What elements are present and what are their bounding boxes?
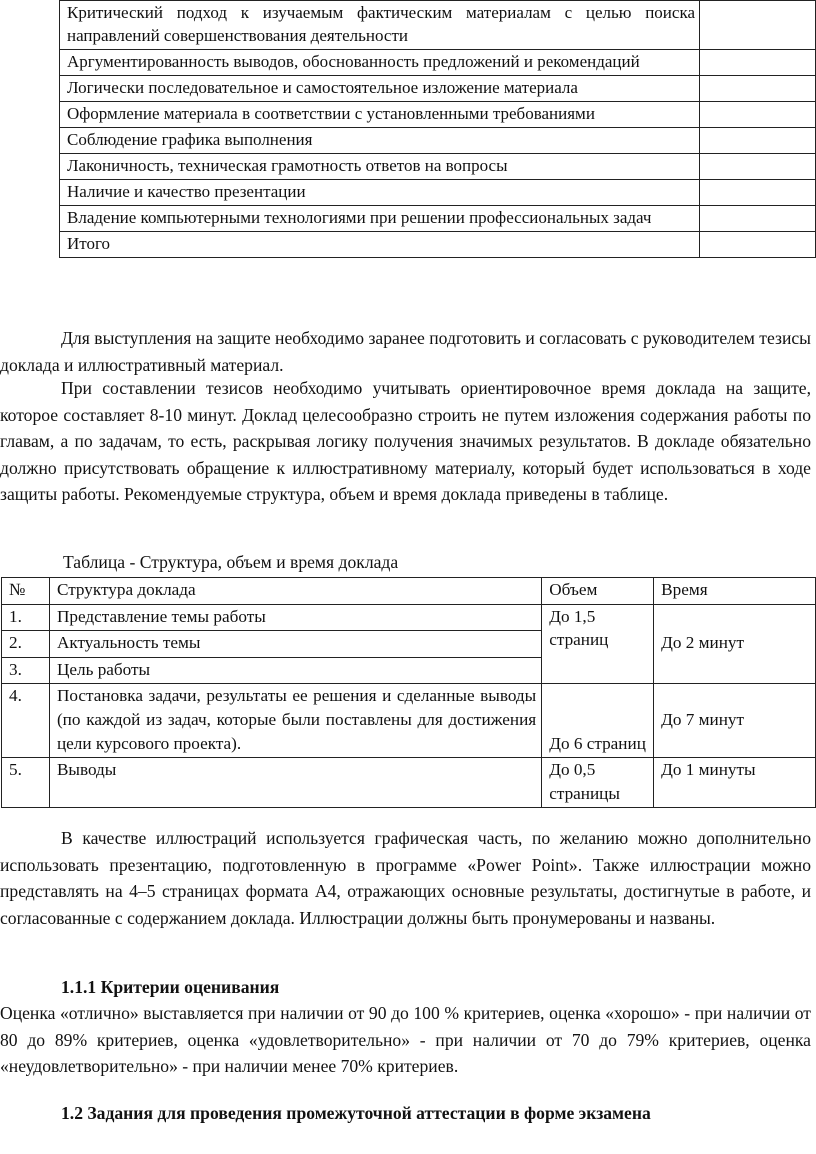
header-number: № bbox=[2, 578, 50, 605]
table-row bbox=[60, 154, 816, 180]
heading-exam-tasks: 1.2 Задания для проведения промежуточной аттестации в форме экзамена bbox=[61, 1103, 651, 1123]
row-text: Представление темы работы bbox=[49, 604, 541, 631]
row-text: Цель работы bbox=[49, 657, 541, 684]
table-row bbox=[60, 206, 816, 232]
total-cell: Итого bbox=[60, 232, 700, 258]
paragraph-grading: Оценка «отлично» выставляется при наличии от 90 до 100 % критериев, оценка «хорошо» - при наличии от 80 до 89% критериев, оценка «удовлетворительно» - при наличии от 70 до 79% критериев, оценка «неудовлетворительно» - при наличии менее 70% критериев. bbox=[0, 1003, 811, 1076]
row-text: Актуальность темы bbox=[49, 631, 541, 658]
paragraph-illustrations: В качестве иллюстраций используется графическая часть, по желанию можно дополнительно использовать презентацию, подготовленную в программе «Power Point». Также иллюстрации можно представлять на 4–5 страницах формата А4, отражающих основные результаты, достигнутые в работе, и согласованные с содержанием доклада. Иллюстрации должны быть пронумерованы и названы. bbox=[0, 828, 811, 928]
table-row bbox=[60, 76, 816, 102]
volume-cell: До 0,5 страницы bbox=[542, 758, 654, 808]
paragraph-thesis: При составлении тезисов необходимо учитывать ориентировочное время доклада на защите, которое составляет 8-10 минут. Доклад целесообразно строить не путем изложения содержания работы по главам, а по задачам, то есть, раскрывая логику получения значимых результатов. В докладе обязательно должно присутствовать обращение к иллюстративному материалу, который будет использоваться в ходе защиты работы. Рекомендуемые структура, объем и время доклада приведены в таблице. bbox=[0, 378, 811, 504]
paragraph-defense-prep: Для выступления на защите необходимо заранее подготовить и согласовать с руководителем тезисы доклада и иллюстративный материал. bbox=[0, 328, 811, 375]
time-cell: До 7 минут bbox=[654, 684, 816, 758]
table-row bbox=[60, 232, 816, 258]
row-text: Постановка задачи, результаты ее решения и сделанные выводы (по каждой из задач, которые были поставлены для достижения цели курсового проекта). bbox=[49, 684, 541, 758]
criteria-cell: Лаконичность, техническая грамотность ответов на вопросы bbox=[60, 154, 700, 180]
row-number: 3. bbox=[2, 657, 50, 684]
time-cell: До 2 минут bbox=[654, 604, 816, 684]
criteria-cell: Аргументированность выводов, обоснованность предложений и рекомендаций bbox=[60, 50, 700, 76]
table-row bbox=[60, 50, 816, 76]
row-number: 5. bbox=[2, 758, 50, 808]
criteria-cell: Соблюдение графика выполнения bbox=[60, 128, 700, 154]
score-cell bbox=[700, 180, 816, 206]
criteria-cell: Критический подход к изучаемым фактическим материалам с целью поиска направлений совершенствования деятельности bbox=[60, 1, 700, 50]
criteria-cell: Наличие и качество презентации bbox=[60, 180, 700, 206]
score-cell bbox=[700, 50, 816, 76]
score-cell bbox=[700, 232, 816, 258]
score-cell bbox=[700, 102, 816, 128]
score-cell bbox=[700, 154, 816, 180]
criteria-table bbox=[59, 0, 816, 258]
table-row bbox=[60, 180, 816, 206]
heading-criteria: 1.1.1 Критерии оценивания bbox=[61, 977, 280, 997]
row-number: 2. bbox=[2, 631, 50, 658]
score-cell bbox=[700, 206, 816, 232]
time-cell: До 1 минуты bbox=[654, 758, 816, 808]
table-header-row bbox=[2, 578, 816, 605]
table-row bbox=[2, 684, 816, 758]
criteria-cell: Оформление материала в соответствии с установленными требованиями bbox=[60, 102, 700, 128]
volume-cell: До 6 страниц bbox=[542, 684, 654, 758]
table-row bbox=[2, 758, 816, 808]
structure-table bbox=[1, 577, 816, 808]
criteria-cell: Логически последовательное и самостоятельное изложение материала bbox=[60, 76, 700, 102]
table-row bbox=[60, 1, 816, 50]
header-volume: Объем bbox=[542, 578, 654, 605]
table-row bbox=[2, 604, 816, 631]
table-row bbox=[60, 128, 816, 154]
row-number: 1. bbox=[2, 604, 50, 631]
header-structure: Структура доклада bbox=[49, 578, 541, 605]
volume-cell: До 1,5 страниц bbox=[542, 604, 654, 684]
row-text: Выводы bbox=[49, 758, 541, 808]
table-row bbox=[60, 102, 816, 128]
score-cell bbox=[700, 128, 816, 154]
criteria-cell: Владение компьютерными технологиями при решении профессиональных задач bbox=[60, 206, 700, 232]
score-cell bbox=[700, 76, 816, 102]
row-number: 4. bbox=[2, 684, 50, 758]
score-cell bbox=[700, 1, 816, 50]
header-time: Время bbox=[654, 578, 816, 605]
table-caption: Таблица - Структура, объем и время доклада bbox=[63, 552, 399, 572]
